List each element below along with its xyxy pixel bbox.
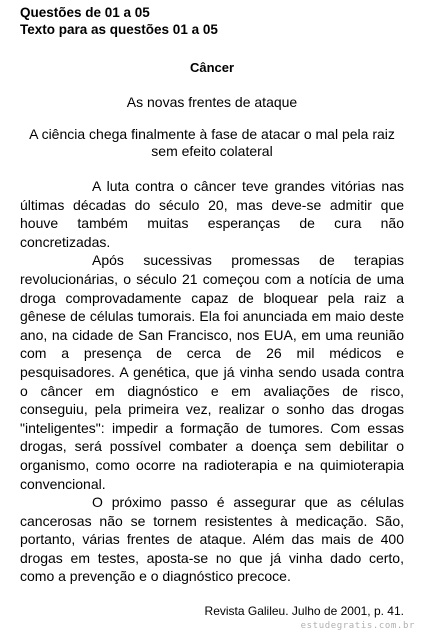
article-title: Câncer	[189, 60, 235, 75]
source-citation: Revista Galileu. Julho de 2001, p. 41.	[204, 604, 404, 619]
article-body	[20, 177, 404, 586]
paragraph-2: Após sucessivas promessas de terapias revolucionárias, o século 21 começou com a notícia de uma droga comprovadamente capaz de bloquear pela raiz a gênese de células tumorais. Ela foi anunciada em maio deste ano, na cidade de San Francisco, nos EUA, em uma reunião com a presença de cerca de 26 mil médicos e pesquisadores. A genética, que já vinha sendo usada contra o câncer em diagnóstico e em avaliações de risco, conseguiu, pela primeira vez, realizar o sonho das drogas "inteligentes": impedir a formação de tumores. Com essas drogas, será possível combater a doença sem debilitar o organismo, como ocorre na radioterapia e na quimioterapia convencional.	[20, 252, 404, 492]
questions-heading: Questões de 01 a 05	[20, 5, 150, 20]
paragraph-1: A luta contra o câncer teve grandes vitórias nas últimas décadas do século 20, mas deve-se admitir que houve também muitas esperanças de cura não concretizadas.	[20, 178, 404, 250]
paragraph-3: O próximo passo é assegurar que as células cancerosas não se tornem resistentes à medicação. São, portanto, várias frentes de ataque. Além das mais de 400 drogas em testes, aposta-se no que já vinha dado certo, como a prevenção e o diagnóstico precoce.	[20, 494, 404, 585]
site-watermark: estudegratis.com.br	[300, 621, 415, 631]
article-lead: A ciência chega finalmente à fase de atacar o mal pela raiz sem efeito colateral	[29, 126, 395, 159]
document-page	[20, 4, 404, 619]
article-subtitle: As novas frentes de ataque	[126, 94, 298, 110]
text-reference-heading: Texto para as questões 01 a 05	[20, 22, 218, 37]
